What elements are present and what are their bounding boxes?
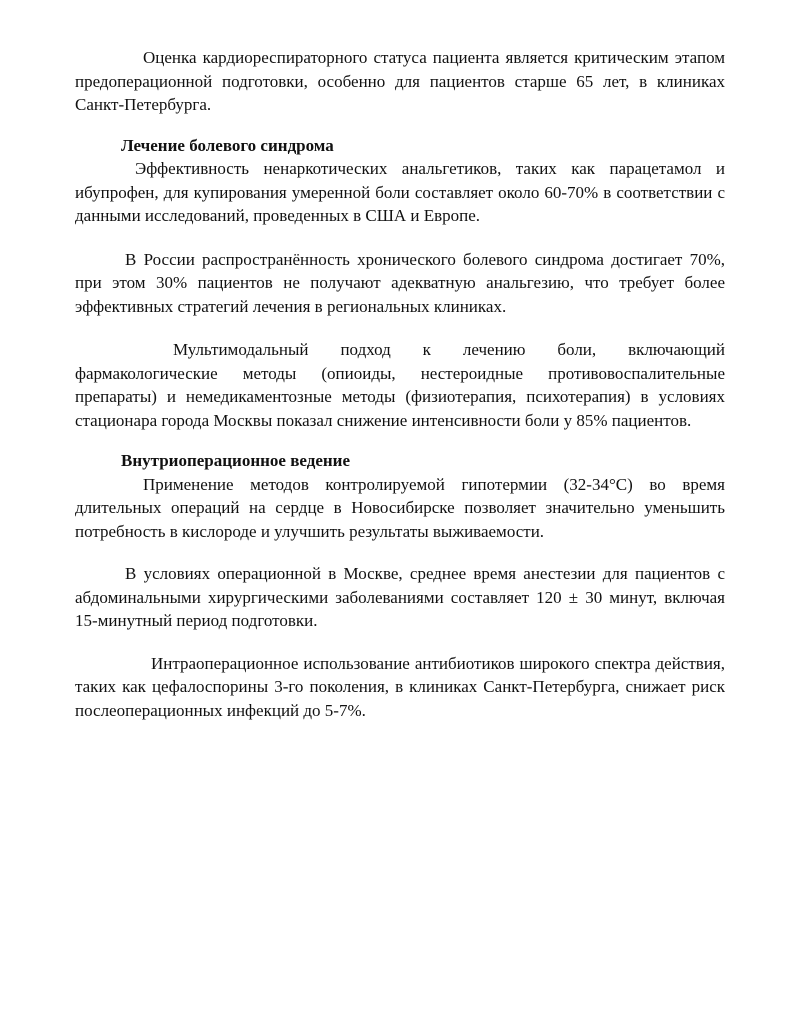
paragraph-controlled-hypothermia: Применение методов контролируемой гипотермии (32-34°C) во время длительных операций на сердце в Новосибирске позволяет значительно уменьшить потребность в кислороде и улучшить результаты выживаемости. <box>75 474 725 541</box>
paragraph-spacer <box>75 432 725 449</box>
paragraph-cardiorespiratory-assessment: Оценка кардиореспираторного статуса пациента является критическим этапом предоперационной подготовки, особенно для пациентов старше 65 лет, в клиниках Санкт-Петербурга. <box>75 48 725 114</box>
paragraph-analgesics-effectiveness: Эффективность ненаркотических анальгетиков, таких как парацетамол и ибупрофен, для купирования умеренной боли составляет около 60-70% в соответствии с данными исследований, проведенных в США и Европе. <box>75 159 725 225</box>
paragraph-spacer <box>75 228 725 248</box>
paragraph-multimodal-approach: Мультимодальный подход к лечению боли, включающий фармакологические методы (опиоиды, нестероидные противовоспалительные препараты) и немедикаментозные методы (физиотерапия, психотерапия) в условиях стационара города Москвы показал снижение интенсивности боли у 85% пациентов. <box>75 340 725 430</box>
paragraph-spacer <box>75 633 725 652</box>
paragraph-spacer <box>75 117 725 134</box>
document-page <box>75 46 725 722</box>
section-heading-pain-treatment: Лечение болевого синдрома <box>121 135 334 155</box>
section-heading-intraoperative: Внутриоперационное ведение <box>121 451 350 470</box>
paragraph-anesthesia-time: В условиях операционной в Москве, среднее время анестезии для пациентов с абдоминальными хирургическими заболеваниями составляет 120 ± 30 минут, включая 15-минутный период подготовки. <box>75 564 725 630</box>
paragraph-antibiotics: Интраоперационное использование антибиотиков широкого спектра действия, таких как цефалоспорины 3-го поколения, в клиниках Санкт-Петербурга, снижает риск послеоперационных инфекций до 5-7%. <box>75 653 725 720</box>
paragraph-chronic-pain-russia: В России распространённость хронического болевого синдрома достигает 70%, при этом 30% пациентов не получают адекватную анальгезию, что требует более эффективных стратегий лечения в региональных клиниках. <box>75 249 725 316</box>
paragraph-spacer <box>75 543 725 562</box>
paragraph-spacer <box>75 318 725 338</box>
